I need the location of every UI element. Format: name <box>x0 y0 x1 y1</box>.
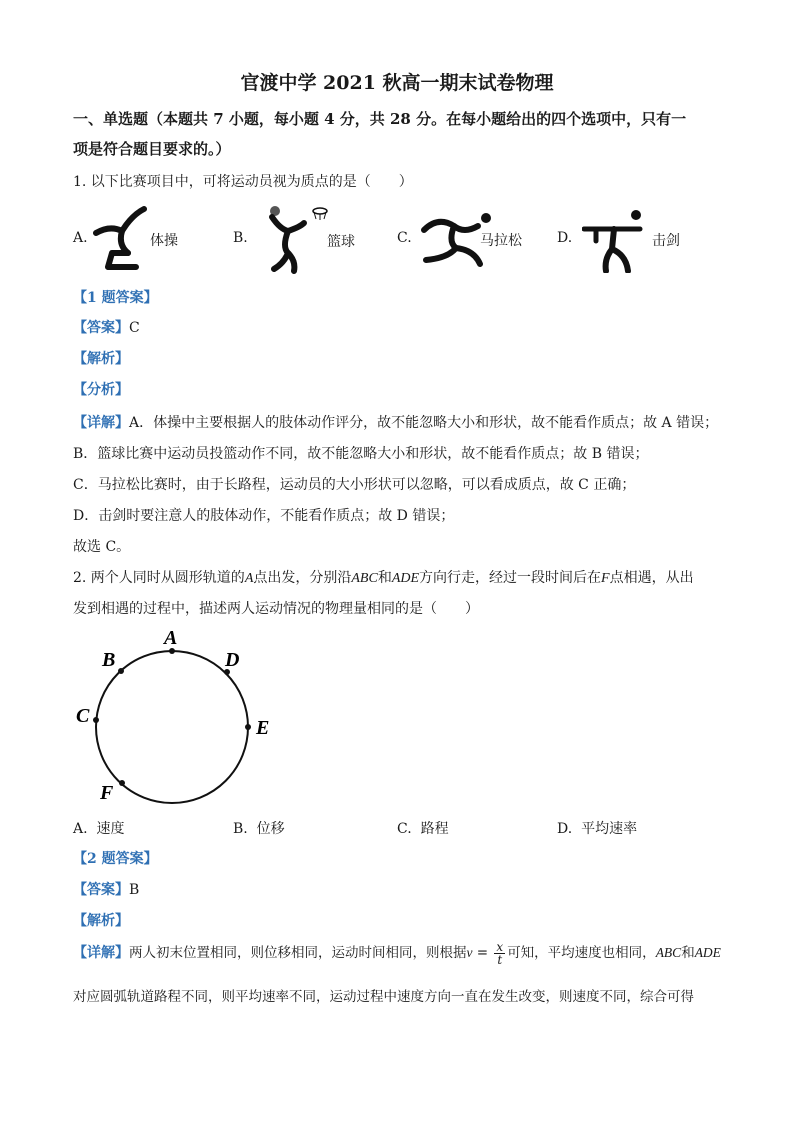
q1-option-c-label: 马拉松 <box>480 233 522 249</box>
q2-stem-part2: 点出发，分别沿 <box>253 570 352 586</box>
q1-detail-a-line <box>73 412 718 432</box>
circular-track-diagram <box>70 622 290 812</box>
q1-option-c-letter: C. <box>397 230 412 246</box>
q2-stem-point-f: F <box>601 571 610 586</box>
q2-option-d <box>557 818 637 838</box>
point-c-dot <box>93 717 99 723</box>
q2-option-b-letter: B. <box>233 821 248 837</box>
q2-detail-and: 和 <box>681 945 695 961</box>
q2-detail-line1 <box>73 941 721 966</box>
q1-option-b-label: 篮球 <box>327 234 355 250</box>
q2-answer-value: B <box>129 882 140 898</box>
q1-option-a-label: 体操 <box>150 233 178 249</box>
point-e-label: E <box>256 717 270 739</box>
point-f-dot <box>119 780 125 786</box>
q1-answer-value: C <box>129 320 140 336</box>
point-b-dot <box>118 668 124 674</box>
q2-option-d-label: 平均速率 <box>581 821 638 837</box>
q1-fenxi-tag: 【分析】 <box>73 382 129 398</box>
q1-conclusion: 故选 C。 <box>73 539 131 555</box>
q2-option-c <box>397 818 449 838</box>
q2-stem-path-ade: ADE <box>391 571 420 586</box>
point-f-label: F <box>100 782 114 804</box>
q1-stem: 1. 以下比赛项目中，可将运动员视为质点的是（ ） <box>73 174 413 190</box>
q2-option-a-letter: A. <box>73 821 88 837</box>
q1-detail-d: D．击剑时要注意人的肢体动作，不能看作质点；故 D 错误； <box>73 508 455 524</box>
section-heading-line2: 项是符合题目要求的。） <box>73 140 231 158</box>
q2-detail-path-abc: ABC <box>655 945 682 960</box>
q2-detail-tag: 【详解】 <box>73 945 129 961</box>
q1-answer-label: 【答案】 <box>73 320 129 336</box>
point-c-label: C <box>76 705 90 727</box>
formula-eq: = <box>472 945 493 961</box>
q2-stem-part4: 点相遇，从出 <box>609 570 694 586</box>
q2-stem-part1: 2. 两个人同时从圆形轨道的 <box>73 570 245 586</box>
gymnastics-pictogram-icon <box>92 205 150 273</box>
point-a-label: A <box>164 627 178 649</box>
q1-answer-tag: 【1 题答案】 <box>73 290 158 306</box>
page-title: 官渡中学 2021 秋高一期末试卷物理 <box>240 72 554 94</box>
q2-stem-path-abc: ABC <box>351 571 378 586</box>
q2-option-b <box>233 818 285 838</box>
point-b-label: B <box>102 649 116 671</box>
q2-stem-point-a: A <box>244 571 254 586</box>
formula-numerator: x <box>496 940 504 954</box>
q2-option-d-letter: D. <box>557 821 573 837</box>
q1-option-d-label: 击剑 <box>652 233 680 249</box>
q2-analysis-tag: 【解析】 <box>73 913 129 929</box>
q2-option-a <box>73 818 124 838</box>
section-heading-line1: 一、单选题（本题共 7 小题，每小题 4 分，共 28 分。在每小题给出的四个选项中，只有一 <box>73 110 687 128</box>
formula-v: v <box>466 945 473 960</box>
q1-option-a-letter: A. <box>73 230 88 246</box>
q2-option-b-label: 位移 <box>256 821 285 837</box>
q1-detail-a: A．体操中主要根据人的肢体动作评分，故不能忽略大小和形状，故不能看作质点；故 A 错误； <box>129 415 719 431</box>
q2-option-c-label: 路程 <box>420 821 449 837</box>
q1-option-d-letter: D. <box>557 230 573 246</box>
fencing-pictogram-icon <box>582 207 648 273</box>
q2-stem-line1 <box>73 567 694 587</box>
q2-option-c-letter: C. <box>397 821 412 837</box>
q2-detail-part2: 可知，平均速度也相同， <box>507 945 656 961</box>
q1-detail-c: C．马拉松比赛时，由于长路程，运动员的大小形状可以忽略，可以看成质点，故 C 正确； <box>73 477 636 493</box>
basketball-pictogram-icon <box>258 203 336 275</box>
q1-option-b-letter: B. <box>233 230 248 246</box>
q2-option-a-label: 速度 <box>96 821 125 837</box>
q2-stem-and: 和 <box>377 570 392 586</box>
q2-stem-line2: 发到相遇的过程中，描述两人运动情况的物理量相同的是（ ） <box>73 601 479 617</box>
formula-fraction <box>494 941 505 966</box>
q1-detail-b: B．篮球比赛中运动员投篮动作不同，故不能忽略大小和形状，故不能看作质点；故 B 错误； <box>73 446 649 462</box>
point-e-dot <box>245 724 251 730</box>
q1-analysis-tag: 【解析】 <box>73 351 129 367</box>
point-d-label: D <box>225 649 240 671</box>
q2-answer-label: 【答案】 <box>73 882 129 898</box>
q2-answer-tag: 【2 题答案】 <box>73 851 158 867</box>
formula-denominator: t <box>497 953 503 967</box>
q2-detail-path-ade: ADE <box>694 945 721 960</box>
q2-detail-part1: 两人初末位置相同，则位移相同，运动时间相同，则根据 <box>129 945 467 961</box>
q2-stem-part3: 方向行走，经过一段时间后在 <box>419 570 602 586</box>
q1-answer-line <box>73 317 140 337</box>
q1-detail-tag: 【详解】 <box>73 415 129 431</box>
q2-detail-line2: 对应圆弧轨道路程不同，则平均速率不同，运动过程中速度方向一直在发生改变，则速度不同，综合可得 <box>73 989 694 1005</box>
q2-answer-line <box>73 879 139 899</box>
